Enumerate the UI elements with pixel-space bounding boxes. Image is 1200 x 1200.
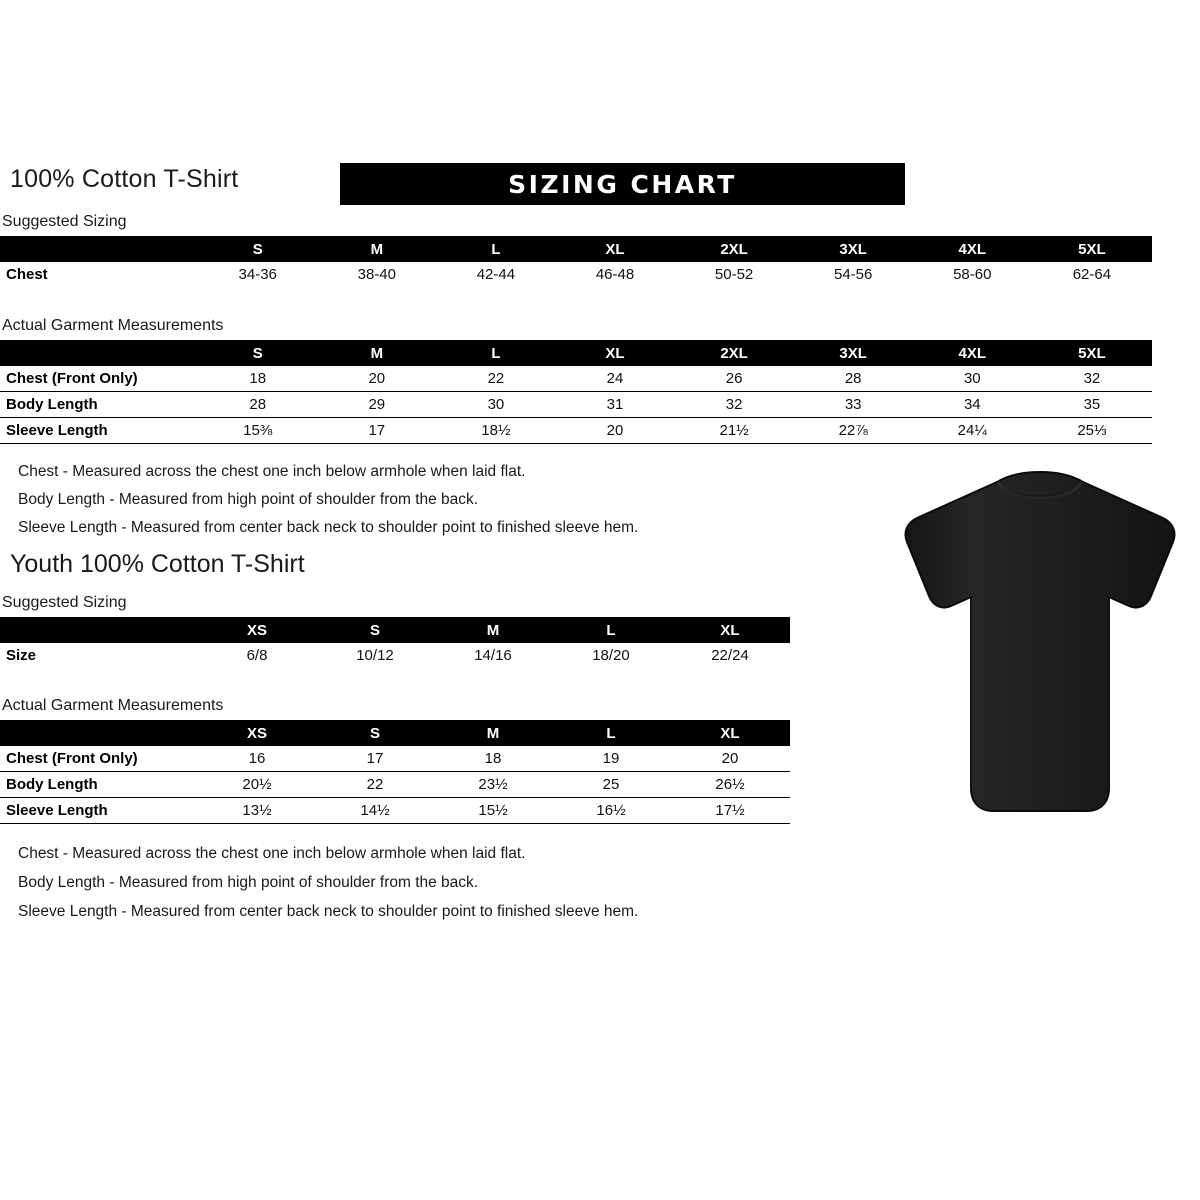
cell: 18/20 — [592, 647, 630, 664]
table-row — [0, 392, 1152, 418]
cell: 17½ — [670, 798, 790, 824]
cell: 62-64 — [1072, 266, 1112, 283]
col-header: L — [552, 617, 670, 643]
cell: 31 — [555, 392, 674, 418]
cell: 22 — [436, 366, 555, 392]
cell: 20 — [555, 418, 674, 444]
col-header: L — [436, 340, 555, 366]
col-header: S — [198, 340, 317, 366]
cell: 35 — [1032, 392, 1152, 418]
t-shirt-illustration — [895, 470, 1185, 815]
col-header: XL — [670, 617, 790, 643]
cell: 38-40 — [357, 266, 396, 283]
table-row — [0, 798, 790, 824]
col-header — [0, 236, 198, 262]
adult-note-chest: Chest - Measured across the chest one inch below armhole when laid flat. — [18, 463, 526, 480]
cell: 6/8 — [246, 647, 268, 664]
table-header-row — [0, 617, 790, 643]
cell: 18½ — [436, 418, 555, 444]
youth-suggested-sizing-label: Suggested Sizing — [2, 594, 127, 611]
adult-actual-measurements-label: Actual Garment Measurements — [2, 317, 224, 334]
cell: 16 — [198, 746, 316, 772]
cell: 17 — [317, 418, 436, 444]
cell: 14½ — [316, 798, 434, 824]
table-row — [0, 418, 1152, 444]
cell: 22/24 — [711, 647, 749, 664]
col-header: M — [317, 340, 436, 366]
col-header: 3XL — [794, 340, 913, 366]
table-row — [0, 262, 1152, 287]
cell: 24 — [555, 366, 674, 392]
row-label: Size — [6, 647, 37, 664]
cell: 34-36 — [238, 266, 277, 283]
adult-note-sleeve-length: Sleeve Length - Measured from center back neck to shoulder point to finished sleeve hem. — [18, 519, 639, 536]
cell: 46-48 — [595, 266, 635, 283]
cell: 22⅞ — [794, 418, 913, 444]
cell: 25⅓ — [1032, 418, 1152, 444]
row-label: Body Length — [0, 772, 198, 798]
table-header-row — [0, 720, 790, 746]
table-header-row — [0, 236, 1152, 262]
col-header: S — [316, 617, 434, 643]
youth-section-title: Youth 100% Cotton T-Shirt — [10, 550, 305, 578]
row-label: Body Length — [0, 392, 198, 418]
cell: 19 — [552, 746, 670, 772]
cell: 20 — [670, 746, 790, 772]
cell: 18 — [434, 746, 552, 772]
cell: 33 — [794, 392, 913, 418]
col-header: 4XL — [913, 236, 1032, 262]
cell: 34 — [913, 392, 1032, 418]
cell: 42-44 — [476, 266, 516, 283]
cell: 20 — [317, 366, 436, 392]
col-header: M — [434, 720, 552, 746]
adult-note-body-length: Body Length - Measured from high point of shoulder from the back. — [18, 491, 479, 508]
col-header: 3XL — [794, 236, 913, 262]
col-header: 2XL — [675, 236, 794, 262]
youth-note-chest: Chest - Measured across the chest one inch below armhole when laid flat. — [18, 845, 526, 862]
cell: 18 — [198, 366, 317, 392]
youth-actual-measurements-label: Actual Garment Measurements — [2, 697, 224, 714]
cell: 10/12 — [356, 647, 394, 664]
col-header: M — [434, 617, 552, 643]
row-label: Sleeve Length — [0, 798, 198, 824]
col-header: 5XL — [1032, 340, 1152, 366]
youth-note-body-length: Body Length - Measured from high point of shoulder from the back. — [18, 874, 479, 891]
cell: 50-52 — [714, 266, 754, 283]
sizing-chart-banner — [340, 163, 905, 205]
col-header — [0, 340, 198, 366]
table-row — [0, 366, 1152, 392]
col-header: M — [317, 236, 436, 262]
row-label: Chest — [6, 266, 48, 283]
table-header-row — [0, 340, 1152, 366]
col-header: 4XL — [913, 340, 1032, 366]
cell: 29 — [317, 392, 436, 418]
row-label: Chest (Front Only) — [0, 746, 198, 772]
col-header: 5XL — [1032, 236, 1152, 262]
cell: 25 — [552, 772, 670, 798]
col-header: L — [552, 720, 670, 746]
cell: 32 — [1032, 366, 1152, 392]
cell: 16½ — [552, 798, 670, 824]
col-header: XL — [555, 236, 674, 262]
cell: 30 — [436, 392, 555, 418]
cell: 22 — [316, 772, 434, 798]
cell: 54-56 — [834, 266, 873, 283]
col-header — [0, 720, 198, 746]
cell: 28 — [198, 392, 317, 418]
cell: 20½ — [198, 772, 316, 798]
table-row — [0, 643, 790, 668]
cell: 15⅜ — [198, 418, 317, 444]
row-label: Chest (Front Only) — [0, 366, 198, 392]
cell: 24¼ — [913, 418, 1032, 444]
col-header: S — [198, 236, 317, 262]
row-label: Sleeve Length — [0, 418, 198, 444]
adult-actual-measurements-table — [0, 340, 1152, 444]
cell: 32 — [675, 392, 794, 418]
sizing-chart-banner-text: SIZING CHART — [508, 170, 737, 199]
adult-section-title: 100% Cotton T-Shirt — [10, 165, 239, 193]
cell: 28 — [794, 366, 913, 392]
cell: 26½ — [670, 772, 790, 798]
table-row — [0, 772, 790, 798]
youth-suggested-sizing-table — [0, 617, 790, 668]
cell: 23½ — [434, 772, 552, 798]
cell: 15½ — [434, 798, 552, 824]
col-header: L — [436, 236, 555, 262]
cell: 21½ — [675, 418, 794, 444]
col-header: XL — [670, 720, 790, 746]
col-header: XS — [198, 617, 316, 643]
youth-actual-measurements-table — [0, 720, 790, 824]
col-header: S — [316, 720, 434, 746]
col-header: 2XL — [675, 340, 794, 366]
col-header: XS — [198, 720, 316, 746]
adult-suggested-sizing-label: Suggested Sizing — [2, 213, 127, 230]
col-header — [0, 617, 198, 643]
cell: 26 — [675, 366, 794, 392]
adult-suggested-sizing-table — [0, 236, 1152, 287]
cell: 17 — [316, 746, 434, 772]
cell: 58-60 — [953, 266, 992, 283]
cell: 30 — [913, 366, 1032, 392]
col-header: XL — [555, 340, 674, 366]
cell: 14/16 — [474, 647, 512, 664]
youth-note-sleeve-length: Sleeve Length - Measured from center back neck to shoulder point to finished sleeve hem. — [18, 903, 639, 920]
cell: 13½ — [198, 798, 316, 824]
table-row — [0, 746, 790, 772]
